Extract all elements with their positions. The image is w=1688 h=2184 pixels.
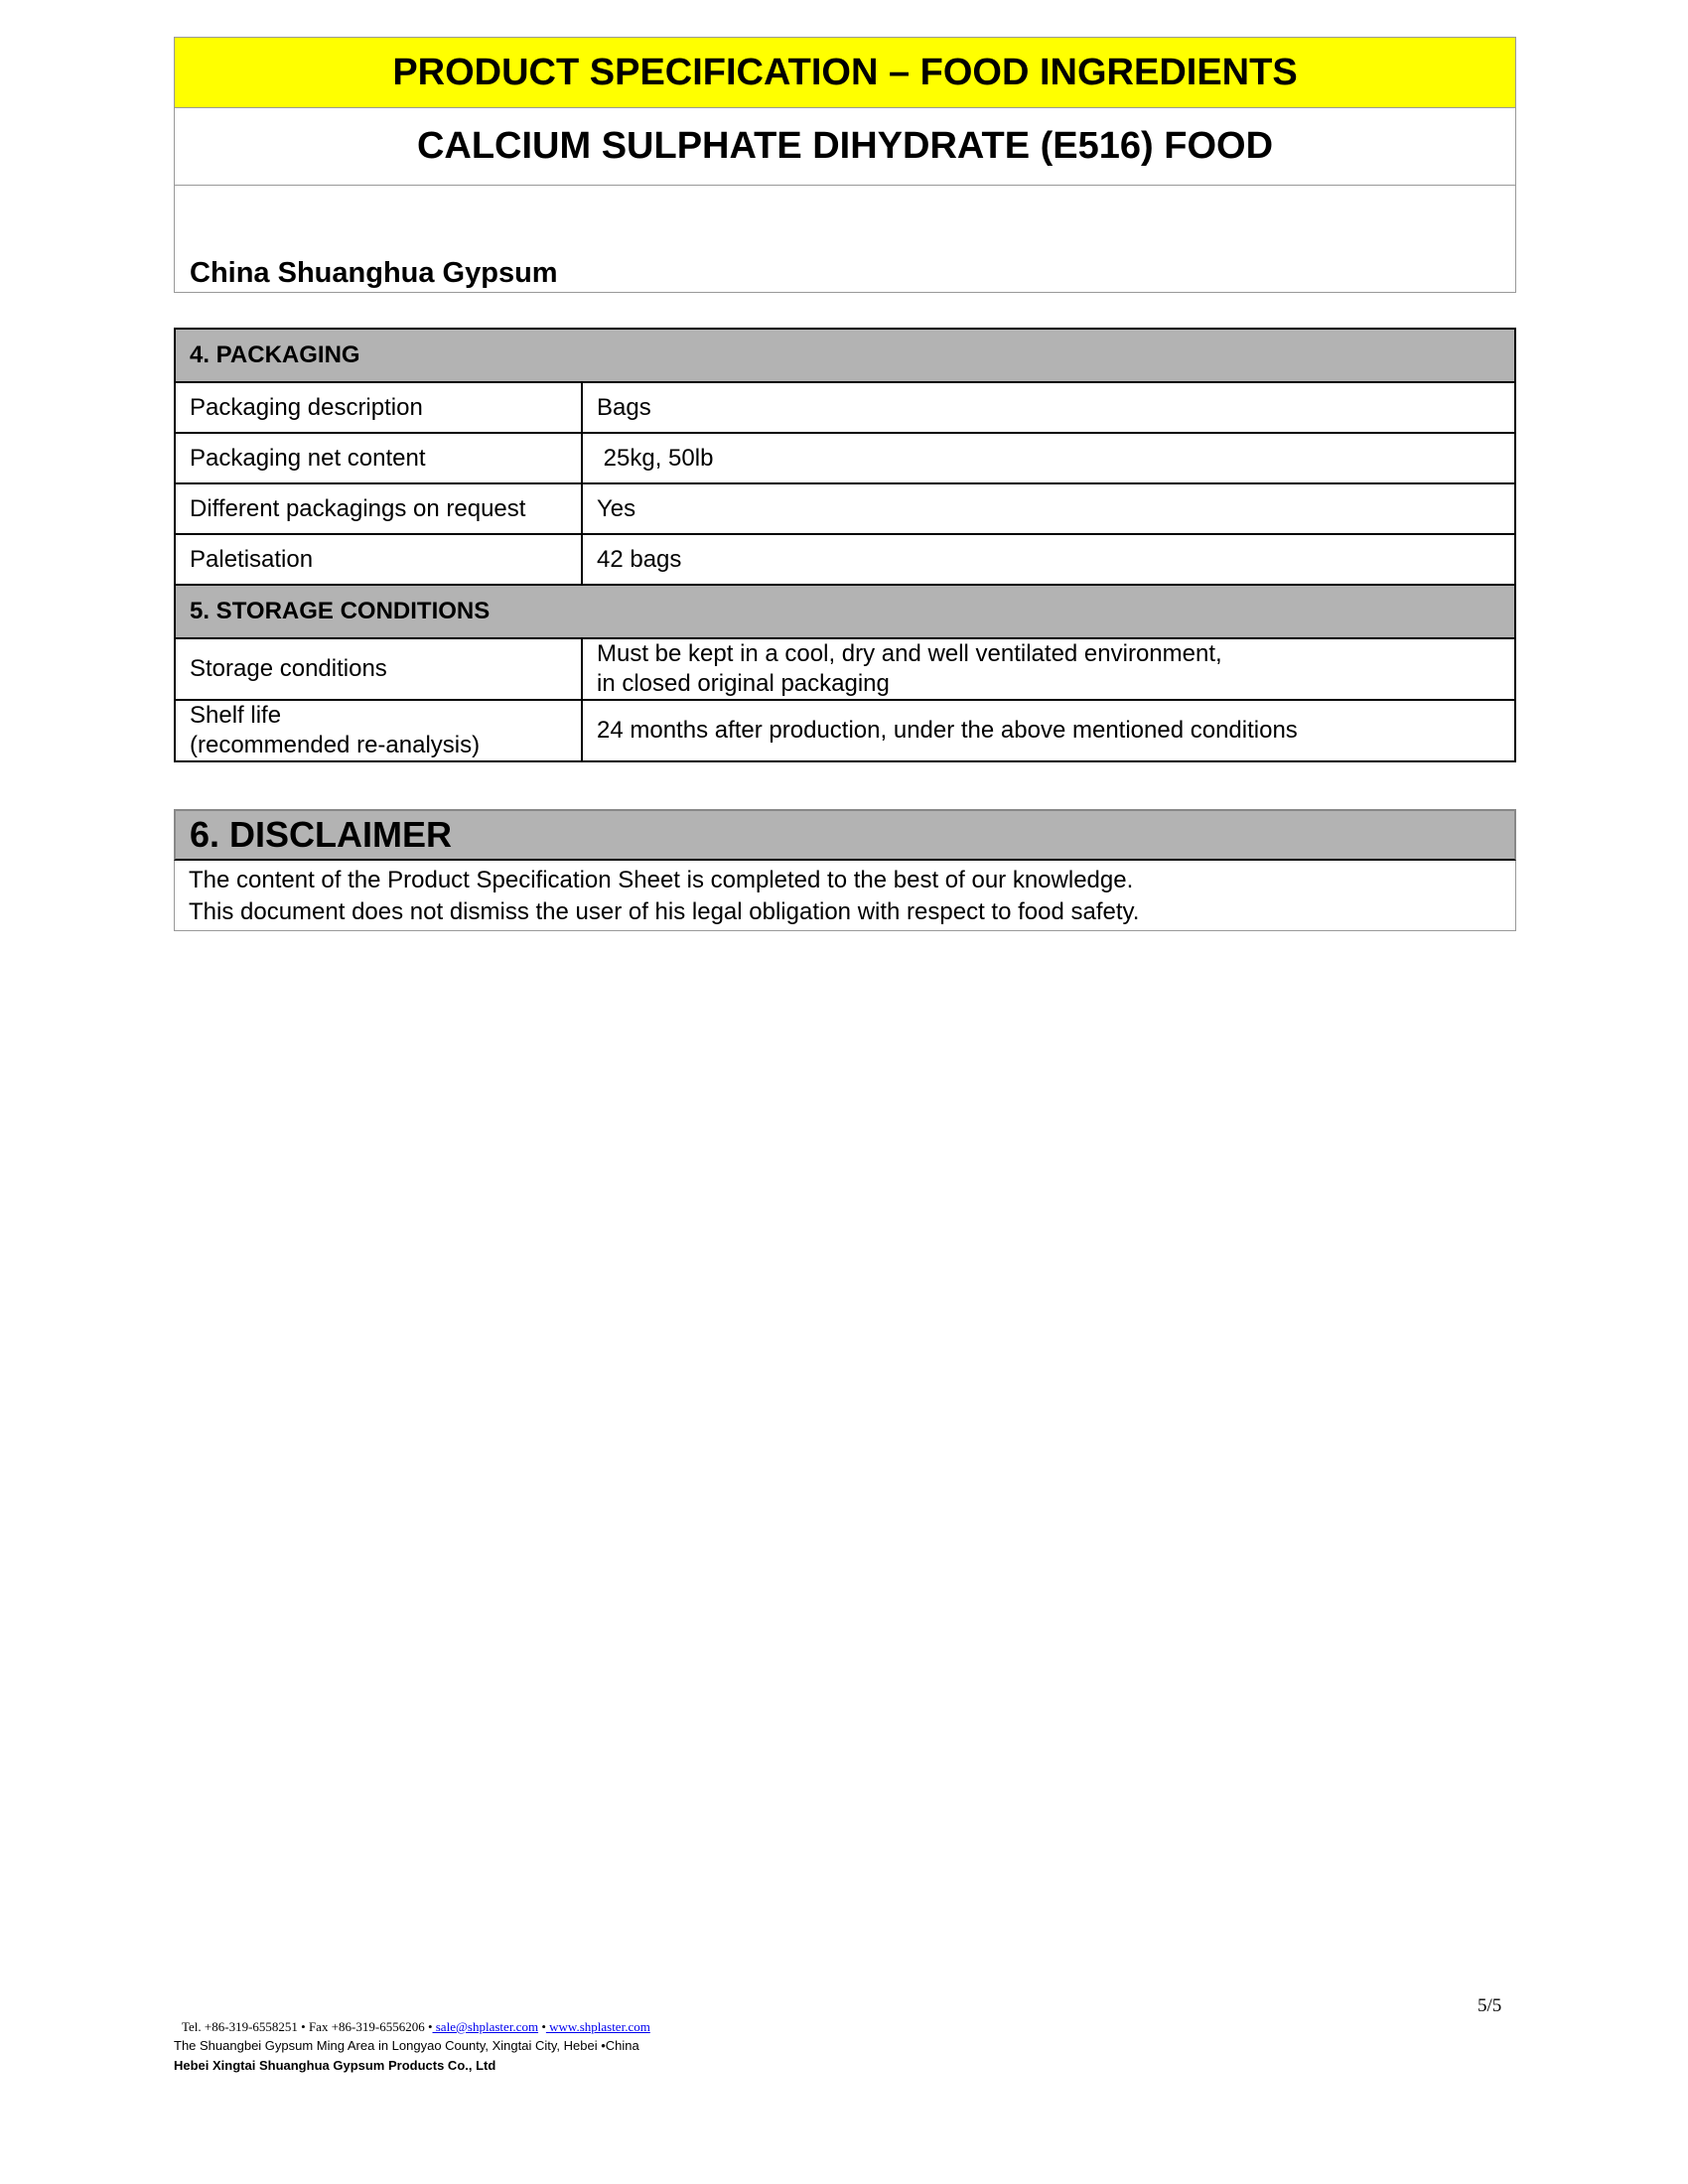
table-row [175,638,1515,700]
page-footer [174,2018,1067,2076]
footer-company: Hebei Xingtai Shuanghua Gypsum Products Co., Ltd [174,2058,496,2073]
disclaimer-section [174,809,1516,931]
disclaimer-body [174,861,1516,931]
row-value [582,433,1515,483]
row-value-line: Must be kept in a cool, dry and well ventilated environment, [597,640,1222,667]
row-label-line: (recommended re-analysis) [190,732,481,758]
row-label: Packaging net content [175,433,582,483]
row-label: Different packagings on request [175,483,582,534]
row-value-line: in closed original packaging [597,670,890,697]
table-row [175,433,1515,483]
footer-address: The Shuangbei Gypsum Ming Area in Longyao County, Xingtai City, Hebei •China [174,2038,639,2053]
footer-email-link[interactable]: sale@shplaster.com [432,2019,539,2034]
storage-heading-row [175,585,1515,638]
table-row [175,534,1515,585]
row-label: Storage conditions [175,638,582,700]
row-value: 24 months after production, under the above mentioned conditions [582,700,1515,761]
footer-phone-fax: Tel. +86-319-6558251 • Fax +86-319-6556206 • [182,2019,433,2034]
footer-website-link[interactable]: www.shplaster.com [545,2019,650,2034]
disclaimer-line: This document does not dismiss the user of his legal obligation with respect to food safety. [189,898,1140,925]
packaging-heading-row [175,329,1515,382]
company-name: China Shuanghua Gypsum [190,257,558,289]
footer-separator: • [538,2019,546,2034]
disclaimer-heading: 6. DISCLAIMER [174,809,1516,861]
packaging-heading: 4. PACKAGING [175,329,1515,382]
row-value: 42 bags [582,534,1515,585]
storage-heading: 5. STORAGE CONDITIONS [175,585,1515,638]
row-label [175,700,582,761]
table-row [175,382,1515,433]
document-title: PRODUCT SPECIFICATION – FOOD INGREDIENTS [174,37,1516,108]
row-value: Bags [582,382,1515,433]
row-label: Packaging description [175,382,582,433]
footer-contact [174,2018,1067,2036]
row-label: Paletisation [175,534,582,585]
page-number: 5/5 [1477,1995,1502,2016]
disclaimer-line: The content of the Product Specification Sheet is completed to the best of our knowledge. [189,867,1134,893]
row-value-text: 25kg, 50lb [603,444,714,472]
table-row [175,700,1515,761]
row-value [582,638,1515,700]
row-label-line: Shelf life [190,702,282,729]
table-row [175,483,1515,534]
document-header [174,37,1516,293]
product-name: CALCIUM SULPHATE DIHYDRATE (E516) FOOD [174,108,1516,186]
company-name-cell [174,186,1516,293]
row-value: Yes [582,483,1515,534]
packaging-table [174,328,1516,762]
